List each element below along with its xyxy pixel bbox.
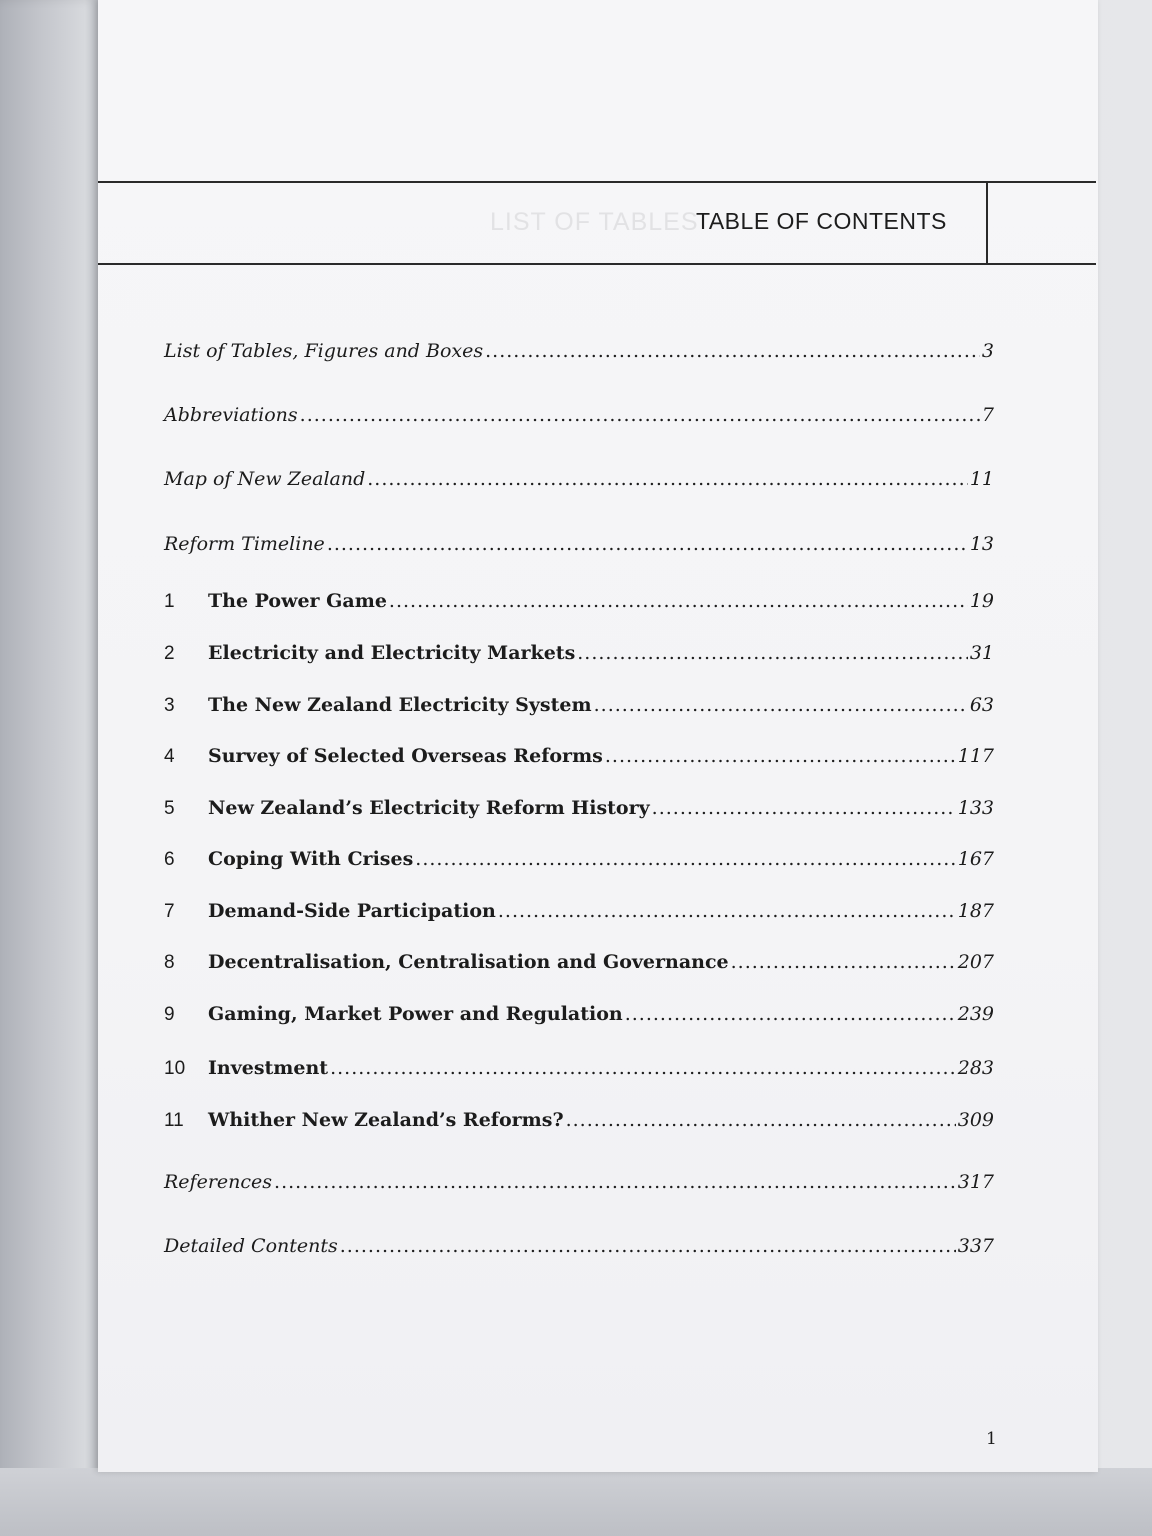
toc-dot-leader xyxy=(605,745,956,767)
toc-chapter-number: 4 xyxy=(164,746,175,767)
toc-page-number: 19 xyxy=(969,590,994,612)
toc-page-number: 337 xyxy=(957,1235,994,1257)
page-title: TABLE OF CONTENTS xyxy=(696,208,947,234)
toc-page-number: 7 xyxy=(981,404,994,426)
toc-entry-label: Detailed Contents xyxy=(164,1235,338,1257)
toc-chapter-number: 9 xyxy=(164,1004,175,1025)
toc-entry[interactable] xyxy=(164,533,994,561)
toc-dot-leader xyxy=(300,404,980,426)
toc-page-number: 31 xyxy=(969,642,994,664)
toc-entry-label: Map of New Zealand xyxy=(164,468,366,490)
toc-dot-leader xyxy=(274,1171,956,1193)
toc-dot-leader xyxy=(731,951,956,973)
toc-page-number: 63 xyxy=(969,694,994,716)
facing-page-edge xyxy=(0,0,100,1536)
toc-entry[interactable] xyxy=(164,694,994,722)
toc-entry-label: Investment xyxy=(208,1057,329,1079)
toc-chapter-number: 11 xyxy=(164,1110,184,1131)
toc-entry[interactable] xyxy=(164,340,994,368)
show-through-heading: LIST OF TABLES xyxy=(490,208,699,236)
document-page xyxy=(98,0,1098,1472)
toc-entry[interactable] xyxy=(164,797,994,825)
toc-entry[interactable] xyxy=(164,1171,994,1199)
toc-dot-leader xyxy=(389,590,968,612)
toc-entry-label: Coping With Crises xyxy=(208,848,414,870)
toc-page-number: 187 xyxy=(957,900,994,922)
toc-entry-label: The New Zealand Electricity System xyxy=(208,694,592,716)
toc-page-number: 3 xyxy=(981,340,994,362)
toc-page-number: 309 xyxy=(957,1109,994,1131)
toc-entry-label: Survey of Selected Overseas Reforms xyxy=(208,745,603,767)
toc-entry[interactable] xyxy=(164,468,994,496)
header-rule-bottom xyxy=(98,263,1096,265)
toc-page-number: 117 xyxy=(957,745,994,767)
toc-dot-leader xyxy=(566,1109,956,1131)
toc-entry-label: The Power Game xyxy=(208,590,387,612)
toc-entry-label: Gaming, Market Power and Regulation xyxy=(208,1003,623,1025)
toc-dot-leader xyxy=(367,468,968,490)
toc-dot-leader xyxy=(498,900,956,922)
header-vertical-rule xyxy=(986,182,988,264)
toc-chapter-number: 2 xyxy=(164,643,175,664)
toc-chapter-number: 1 xyxy=(164,591,175,612)
header-rule-top xyxy=(98,181,1096,183)
toc-entry-label: Electricity and Electricity Markets xyxy=(208,642,576,664)
toc-page-number: 11 xyxy=(969,468,994,490)
toc-dot-leader xyxy=(485,340,980,362)
toc-chapter-number: 5 xyxy=(164,798,175,819)
table-surface xyxy=(0,1468,1152,1536)
toc-entry-label: References xyxy=(164,1171,273,1193)
toc-dot-leader xyxy=(415,848,955,870)
toc-page-number: 133 xyxy=(957,797,994,819)
toc-entry-label: Decentralisation, Centralisation and Governance xyxy=(208,951,729,973)
toc-entry-label: Demand-Side Participation xyxy=(208,900,496,922)
toc-dot-leader xyxy=(330,1057,956,1079)
toc-entry[interactable] xyxy=(164,1003,994,1031)
toc-entry[interactable] xyxy=(164,848,994,876)
toc-entry[interactable] xyxy=(164,745,994,773)
toc-page-number: 239 xyxy=(957,1003,994,1025)
toc-entry[interactable] xyxy=(164,900,994,928)
toc-dot-leader xyxy=(594,694,968,716)
toc-chapter-number: 6 xyxy=(164,849,175,870)
toc-dot-leader xyxy=(327,533,968,555)
toc-entry[interactable] xyxy=(164,642,994,670)
show-through-line xyxy=(164,430,994,450)
toc-page-number: 13 xyxy=(969,533,994,555)
toc-entry[interactable] xyxy=(164,1057,994,1085)
toc-chapter-number: 10 xyxy=(164,1058,186,1079)
toc-dot-leader xyxy=(652,797,956,819)
toc-dot-leader xyxy=(577,642,968,664)
toc-entry-label: Whither New Zealand’s Reforms? xyxy=(208,1109,564,1131)
toc-entry-label: Reform Timeline xyxy=(164,533,325,555)
toc-page-number: 207 xyxy=(957,951,994,973)
toc-page-number: 283 xyxy=(957,1057,994,1079)
page-number: 1 xyxy=(986,1429,997,1449)
toc-entry[interactable] xyxy=(164,1235,994,1263)
toc-page-number: 167 xyxy=(957,848,994,870)
toc-entry[interactable] xyxy=(164,590,994,618)
toc-entry[interactable] xyxy=(164,951,994,979)
toc-entry-label: List of Tables, Figures and Boxes xyxy=(164,340,484,362)
toc-entry-label: New Zealand’s Electricity Reform History xyxy=(208,797,650,819)
toc-chapter-number: 8 xyxy=(164,952,175,973)
toc-entry[interactable] xyxy=(164,404,994,432)
toc-dot-leader xyxy=(625,1003,956,1025)
toc-entry[interactable] xyxy=(164,1109,994,1137)
toc-entry-label: Abbreviations xyxy=(164,404,298,426)
toc-chapter-number: 3 xyxy=(164,695,175,716)
toc-chapter-number: 7 xyxy=(164,901,175,922)
toc-dot-leader xyxy=(340,1235,956,1257)
toc-page-number: 317 xyxy=(957,1171,994,1193)
